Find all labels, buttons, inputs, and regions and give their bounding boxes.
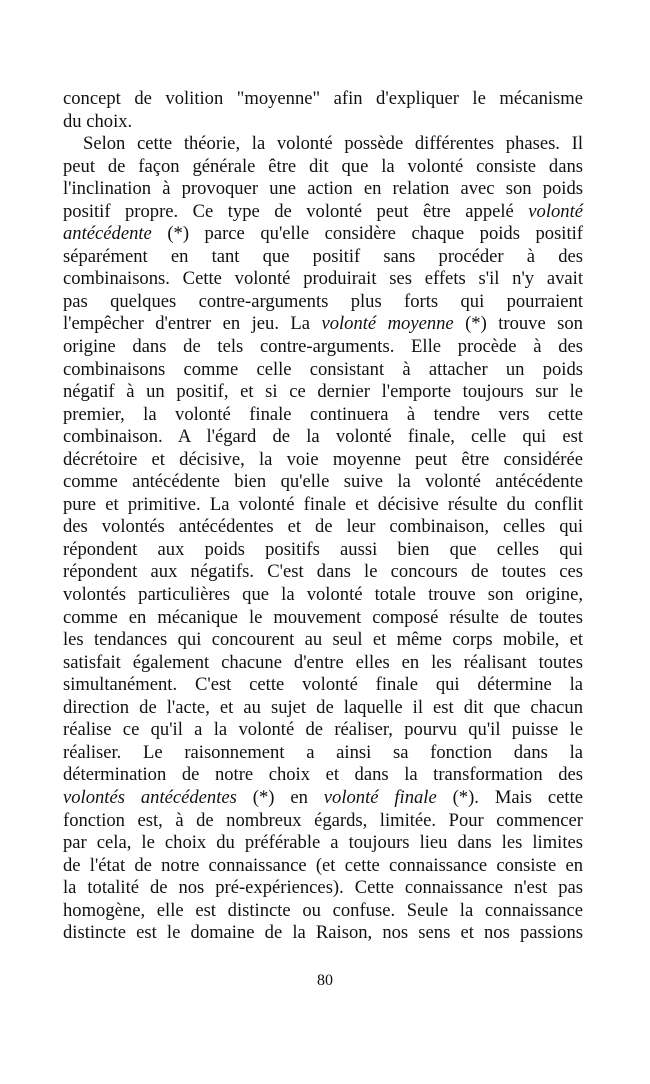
text-run: premier, la volonté finale continuera à tendre vers cette xyxy=(63,403,583,425)
italic-term: volonté moyenne xyxy=(321,313,454,335)
text-line xyxy=(63,561,583,584)
text-run: l'inclination à provoquer une action en relation avec son poids xyxy=(63,178,583,200)
text-line xyxy=(63,201,583,224)
text-run: du choix. xyxy=(63,110,133,132)
text-run: combinaisons. Cette volonté produirait ses effets s'il n'y avait xyxy=(63,268,583,290)
text-line xyxy=(63,223,583,246)
text-line xyxy=(63,336,583,359)
text-line xyxy=(63,516,583,539)
text-line xyxy=(63,178,583,201)
italic-term: volonté finale xyxy=(323,786,437,808)
text-run: simultanément. C'est cette volonté finale qui détermine la xyxy=(63,674,583,696)
text-run: distincte est le domaine de la Raison, nos sens et nos passions xyxy=(63,922,583,944)
text-line xyxy=(63,313,583,336)
text-line xyxy=(63,787,583,810)
text-run: (*) en xyxy=(236,786,324,808)
text-run: peut de façon générale être dit que la volonté consiste dans xyxy=(63,155,583,177)
text-run: combinaisons comme celle consistant à attacher un poids xyxy=(63,358,583,380)
text-run: les tendances qui concourent au seul et même corps mobile, et xyxy=(63,629,583,651)
text-line xyxy=(63,156,583,179)
text-line xyxy=(63,697,583,720)
text-line xyxy=(63,539,583,562)
text-line xyxy=(63,719,583,742)
text-run: répondent aux poids positifs aussi bien que celles qui xyxy=(63,538,583,560)
text-run: origine dans de tels contre-arguments. Elle procède à des xyxy=(63,336,583,358)
text-run: négatif à un positif, et si ce dernier l'emporte toujours sur le xyxy=(63,381,583,403)
text-run: comme antécédente bien qu'elle suive la volonté antécédente xyxy=(63,471,583,493)
text-line xyxy=(63,359,583,382)
text-line xyxy=(63,900,583,923)
text-line xyxy=(63,584,583,607)
text-run: positif propre. Ce type de volonté peut être appelé xyxy=(63,200,529,222)
text-run: séparément en tant que positif sans procéder à des xyxy=(63,245,583,267)
text-run: concept de volition "moyenne" afin d'expliquer le mécanisme xyxy=(63,88,583,109)
text-line xyxy=(63,404,583,427)
text-run: fonction est, à de nombreux égards, limitée. Pour commencer xyxy=(63,809,583,831)
text-line xyxy=(63,268,583,291)
text-run: pure et primitive. La volonté finale et décisive résulte du conflit xyxy=(63,493,583,515)
text-run: pas quelques contre-arguments plus forts qui pourraient xyxy=(63,290,583,312)
text-line xyxy=(63,810,583,833)
text-run: réaliser. Le raisonnement a ainsi sa fonction dans la xyxy=(63,741,583,763)
text-run: détermination de notre choix et dans la transformation des xyxy=(63,764,583,786)
italic-term: volonté xyxy=(528,200,583,222)
text-line xyxy=(63,674,583,697)
text-line xyxy=(63,652,583,675)
text-run: satisfait également chacune d'entre elles en les réalisant toutes xyxy=(63,651,583,673)
text-line xyxy=(63,629,583,652)
text-run: comme en mécanique le mouvement composé résulte de toutes xyxy=(63,606,583,628)
text-run: volontés particulières que la volonté totale trouve son origine, xyxy=(63,584,583,606)
text-run: (*). Mais cette xyxy=(436,786,583,808)
text-run: des volontés antécédentes et de leur combinaison, celles qui xyxy=(63,516,583,538)
text-line xyxy=(63,764,583,787)
text-run: décrétoire et décisive, la voie moyenne peut être considérée xyxy=(63,448,583,470)
text-run: de l'état de notre connaissance (et cette connaissance consiste en xyxy=(63,854,583,876)
text-line xyxy=(63,471,583,494)
text-run: répondent aux négatifs. C'est dans le concours de toutes ces xyxy=(63,561,583,583)
text-line xyxy=(63,246,583,269)
text-line xyxy=(63,291,583,314)
text-run: la totalité de nos pré-expériences). Cette connaissance n'est pas xyxy=(63,877,583,899)
text-run: réalise ce qu'il a la volonté de réaliser, pourvu qu'il puisse le xyxy=(63,719,583,741)
text-line xyxy=(63,88,583,111)
text-line xyxy=(63,494,583,517)
text-line xyxy=(63,742,583,765)
text-run: Selon cette théorie, la volonté possède différentes phases. Il xyxy=(83,133,583,155)
text-line xyxy=(63,111,583,134)
text-line xyxy=(63,449,583,472)
text-run: (*) parce qu'elle considère chaque poids positif xyxy=(151,223,583,245)
page-number: 80 xyxy=(317,972,333,989)
body-text xyxy=(63,88,583,945)
italic-term: volontés antécédentes xyxy=(63,786,237,808)
text-line xyxy=(63,381,583,404)
italic-term: antécédente xyxy=(63,223,152,245)
text-line xyxy=(63,426,583,449)
text-run: homogène, elle est distincte ou confuse. Seule la connaissance xyxy=(63,899,583,921)
text-run: (*) trouve son xyxy=(453,313,583,335)
text-run: par cela, le choix du préférable a toujours lieu dans les limites xyxy=(63,832,583,854)
text-run: direction de l'acte, et au sujet de laquelle il est dit que chacun xyxy=(63,696,583,718)
text-run: l'empêcher d'entrer en jeu. La xyxy=(63,313,322,335)
text-line xyxy=(63,832,583,855)
text-run: combinaison. A l'égard de la volonté finale, celle qui est xyxy=(63,426,583,448)
text-line xyxy=(63,877,583,900)
text-line xyxy=(63,855,583,878)
text-line xyxy=(63,133,583,156)
text-line xyxy=(63,922,583,945)
text-line xyxy=(63,607,583,630)
